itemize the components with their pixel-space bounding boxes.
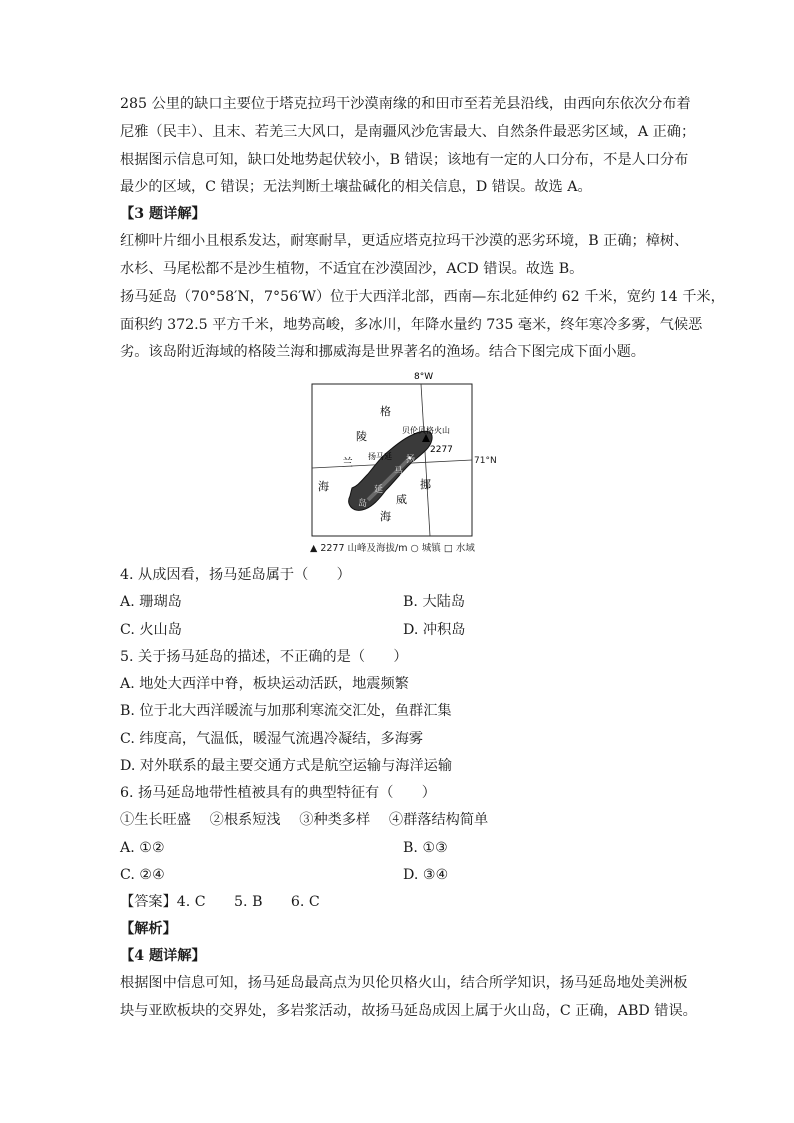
sea-label: 兰 bbox=[342, 456, 353, 469]
question-stem: 6. 扬马延岛地带性植被具有的典型特征有（ ） bbox=[120, 785, 436, 801]
paragraph-line: 块与亚欧板块的交界处，多岩浆活动，故扬马延岛成因上属于火山岛，C 正确，ABD 错误。 bbox=[120, 1003, 697, 1019]
peak-height: 2277 bbox=[430, 445, 453, 455]
sea-label: 陵 bbox=[356, 430, 367, 443]
answer-line: 【答案】4. C 5. B 6. C bbox=[120, 894, 320, 910]
meridian-line bbox=[421, 384, 430, 536]
option-d: D. ③④ bbox=[403, 867, 449, 883]
paragraph-line: 扬马延岛（70°58′N，7°56′W）位于大西洋北部，西南—东北延伸约 62 千米，宽约 14 千米， bbox=[120, 289, 725, 305]
lon-label: 8°W bbox=[414, 372, 434, 382]
option-a: A. 地处大西洋中脊，板块运动活跃，地震频繁 bbox=[120, 676, 409, 692]
town-label: 扬马延 bbox=[368, 452, 392, 461]
island-char: 马 bbox=[394, 467, 404, 477]
analysis-heading: 【解析】 bbox=[120, 921, 177, 937]
question-stem: 4. 从成因看，扬马延岛属于（ ） bbox=[120, 567, 351, 583]
lat-label: 71°N bbox=[474, 456, 497, 466]
question-options: ①生长旺盛 ②根系短浅 ③种类多样 ④群落结构简单 bbox=[120, 812, 489, 828]
option-b: B. 位于北大西洋暖流与加那利寒流交汇处，鱼群汇集 bbox=[120, 703, 452, 719]
paragraph-line: 劣。该岛附近海域的格陵兰海和挪威海是世界著名的渔场。结合下图完成下面小题。 bbox=[120, 344, 645, 360]
section-heading: 【4 题详解】 bbox=[120, 948, 206, 964]
sea-label: 海 bbox=[380, 510, 391, 523]
section-heading: 【3 题详解】 bbox=[120, 206, 206, 222]
sea-label: 挪 bbox=[420, 478, 431, 491]
option-c: C. 火山岛 bbox=[120, 622, 182, 638]
option-c: C. 纬度高，气温低，暖湿气流遇冷凝结，多海雾 bbox=[120, 731, 424, 747]
option-b: B. ①③ bbox=[403, 840, 448, 856]
question-stem: 5. 关于扬马延岛的描述，不正确的是（ ） bbox=[120, 649, 408, 665]
sea-label: 海 bbox=[318, 480, 329, 493]
paragraph-line: 尼雅（民丰）、且末、若羌三大风口，是南疆风沙危害最大、自然条件最恶劣区域，A 正确； bbox=[120, 124, 696, 140]
peak-label: 贝伦贝格火山 bbox=[402, 426, 450, 435]
option-d: D. 对外联系的最主要交通方式是航空运输与海洋运输 bbox=[120, 758, 453, 774]
map-legend: ▲ 2277 山峰及海拔/m ○ 城镇 □ 水域 bbox=[310, 543, 475, 554]
option-a: A. 珊瑚岛 bbox=[120, 594, 182, 610]
paragraph-line: 最少的区域，C 错误；无法判断土壤盐碱化的相关信息，D 错误。故选 A。 bbox=[120, 179, 592, 195]
island-char: 扬 bbox=[406, 455, 416, 465]
option-b: B. 大陆岛 bbox=[403, 594, 466, 610]
paragraph-line: 285 公里的缺口主要位于塔克拉玛干沙漠南缘的和田市至若羌县沿线，由西向东依次分布着 bbox=[120, 96, 691, 112]
paragraph-line: 根据图示信息可知，缺口处地势起伏较小，B 错误；该地有一定的人口分布，不是人口分布 bbox=[120, 152, 689, 168]
option-a: A. ①② bbox=[120, 840, 165, 856]
paragraph-line: 面积约 372.5 平方千米，地势高峻，多冰川，年降水量约 735 毫米，终年寒冷多雾，气候恶 bbox=[120, 317, 703, 333]
paragraph-line: 根据图中信息可知，扬马延岛最高点为贝伦贝格火山，结合所学知识，扬马延岛地处美洲板 bbox=[120, 975, 688, 991]
option-c: C. ②④ bbox=[120, 867, 165, 883]
sea-label: 格 bbox=[380, 405, 391, 418]
option-d: D. 冲积岛 bbox=[403, 622, 466, 638]
sea-label: 威 bbox=[396, 493, 407, 506]
paragraph-line: 红柳叶片细小且根系发达，耐寒耐旱，更适应塔克拉玛干沙漠的恶劣环境，B 正确；樟树、 bbox=[120, 233, 689, 249]
paragraph-line: 水杉、马尾松都不是沙生植物，不适宜在沙漠固沙，ACD 错误。故选 B。 bbox=[120, 261, 584, 277]
island-char: 岛 bbox=[358, 499, 368, 509]
jan-mayen-map bbox=[310, 370, 497, 558]
island-char: 延 bbox=[374, 485, 384, 495]
